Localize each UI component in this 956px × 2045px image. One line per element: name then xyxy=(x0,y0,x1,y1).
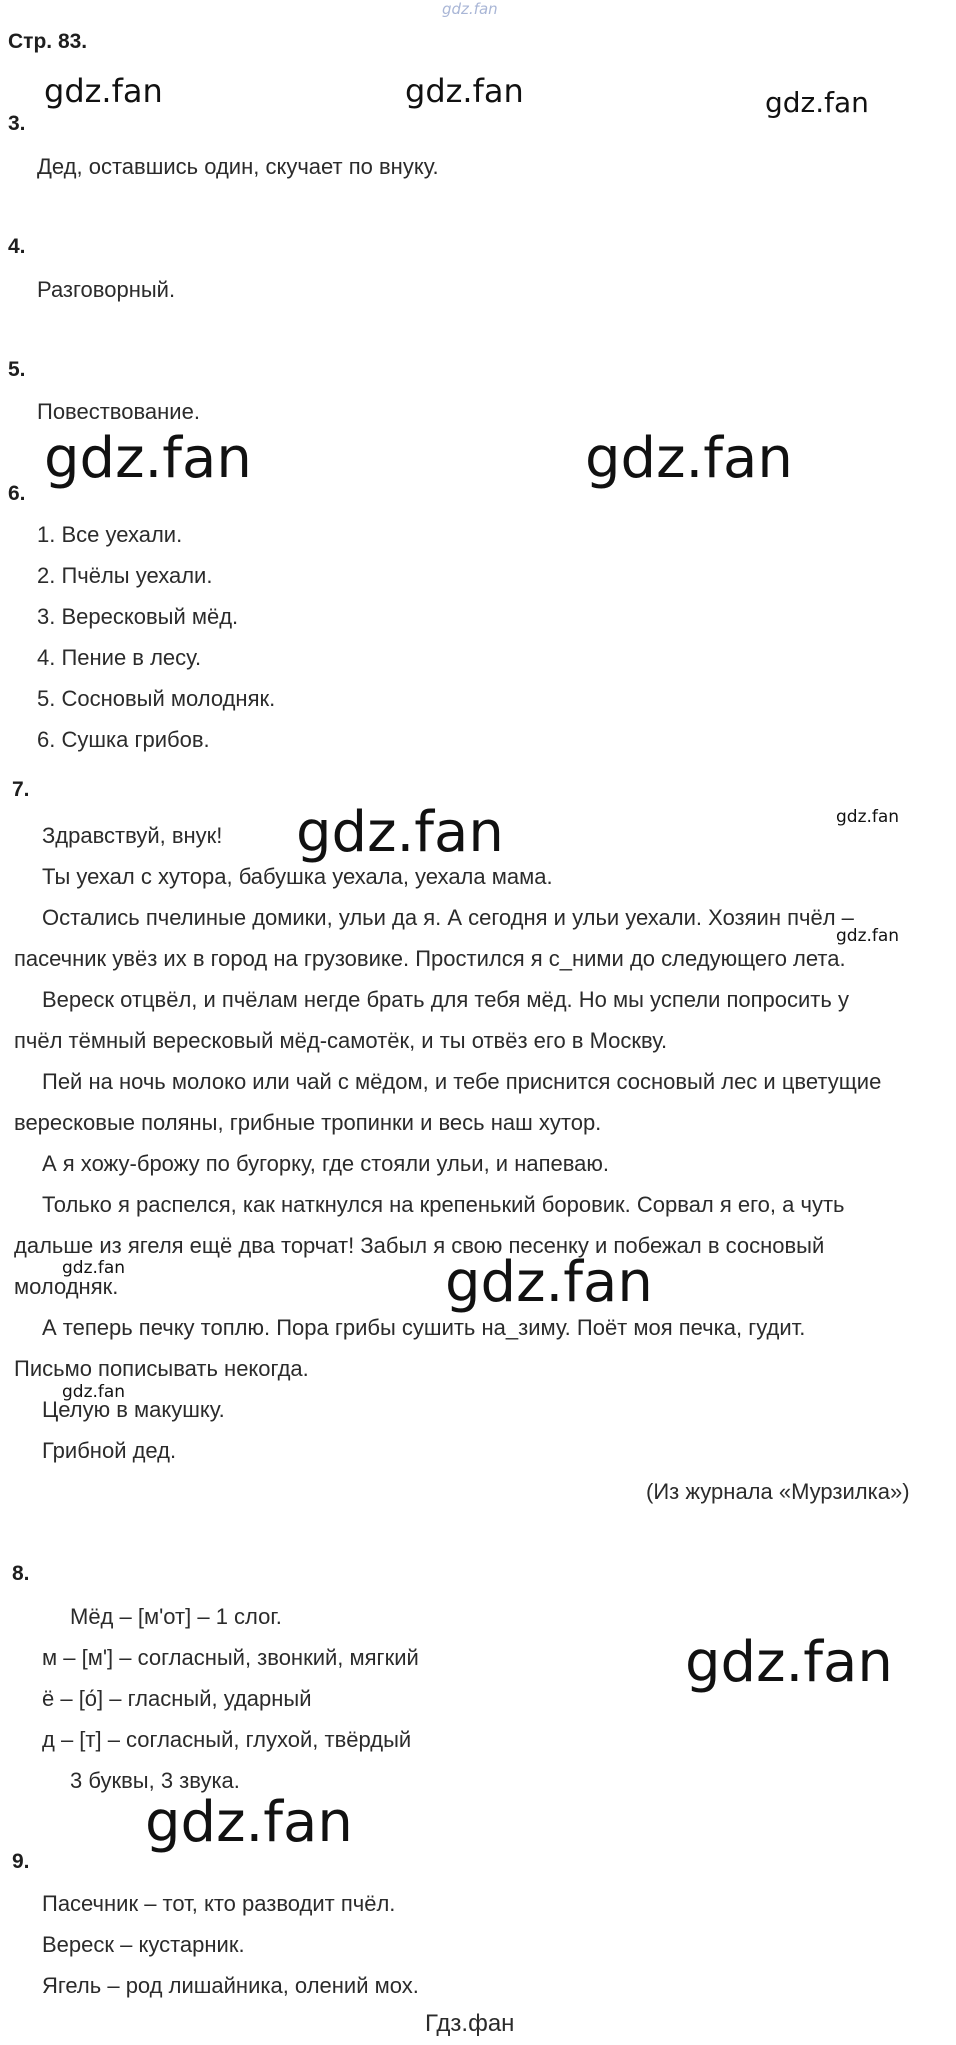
task8-number: 8. xyxy=(12,1562,30,1585)
letter-line: А я хожу-брожу по бугорку, где стояли ульи, и напеваю. xyxy=(42,1151,610,1176)
watermark: gdz.fan xyxy=(585,426,793,491)
phonetic-line: Мёд – [м'от] – 1 слог. xyxy=(70,1604,282,1629)
letter-line: Ты уехал с хутора, бабушка уехала, уехала мама. xyxy=(42,864,553,889)
letter-line: А теперь печку топлю. Пора грибы сушить на_зиму. Поёт моя печка, гудит. xyxy=(42,1315,806,1340)
watermark: gdz.fan xyxy=(62,1382,126,1402)
watermark: gdz.fan xyxy=(62,1258,126,1278)
page-footer: Гдз.фан xyxy=(425,2010,515,2037)
watermark: gdz.fan xyxy=(145,1790,353,1855)
phonetic-line: д – [т] – согласный, глухой, твёрдый xyxy=(42,1727,412,1752)
definition-line: Ягель – род лишайника, олений мох. xyxy=(42,1973,419,1998)
letter-line: Вереск отцвёл, и пчёлам негде брать для тебя мёд. Но мы успели попросить у xyxy=(42,987,849,1012)
letter-line: пчёл тёмный вересковый мёд-самотёк, и ты отвёз его в Москву. xyxy=(14,1028,668,1053)
list-item: 2. Пчёлы уехали. xyxy=(37,563,213,588)
list-item: 6. Сушка грибов. xyxy=(37,727,210,752)
letter-line: Пей на ночь молоко или чай с мёдом, и тебе приснится сосновый лес и цветущие xyxy=(42,1069,882,1094)
letter-line: Письмо пописывать некогда. xyxy=(14,1356,309,1381)
letter-line: дальше из ягеля ещё два торчат! Забыл я свою песенку и побежал в сосновый xyxy=(14,1233,825,1258)
task3-text: Дед, оставшись один, скучает по внуку. xyxy=(37,154,439,179)
page-header: Стр. 83. xyxy=(8,30,88,53)
watermark: gdz.fan xyxy=(765,86,869,119)
letter-greeting: Здравствуй, внук! xyxy=(42,823,223,848)
definition-line: Пасечник – тот, кто разводит пчёл. xyxy=(42,1891,396,1916)
watermark: gdz.fan xyxy=(44,72,163,110)
phonetic-line: 3 буквы, 3 звука. xyxy=(70,1768,240,1793)
letter-line: Грибной дед. xyxy=(42,1438,177,1463)
letter-source: (Из журнала «Мурзилка») xyxy=(646,1479,910,1504)
task4-number: 4. xyxy=(8,235,26,258)
phonetic-line: м – [м'] – согласный, звонкий, мягкий xyxy=(42,1645,419,1670)
task3-number: 3. xyxy=(8,112,26,135)
definition-line: Вереск – кустарник. xyxy=(42,1932,245,1957)
watermark: gdz.fan xyxy=(445,1250,653,1315)
watermark: gdz.fan xyxy=(44,426,252,491)
letter-line: Остались пчелиные домики, ульи да я. А сегодня и ульи уехали. Хозяин пчёл – xyxy=(42,905,854,930)
phonetic-line: ё – [о́] – гласный, ударный xyxy=(42,1686,312,1711)
list-item: 4. Пение в лесу. xyxy=(37,645,202,670)
watermark: gdz.fan xyxy=(296,800,504,865)
list-item: 3. Вересковый мёд. xyxy=(37,604,239,629)
watermark: gdz.fan xyxy=(836,807,900,827)
task6-number: 6. xyxy=(8,482,26,505)
task7-number: 7. xyxy=(12,778,30,801)
letter-line: Только я распелся, как наткнулся на крепенький боровик. Сорвал я его, а чуть xyxy=(42,1192,845,1217)
letter-line: молодняк. xyxy=(14,1274,119,1299)
letter-line: пасечник увёз их в город на грузовике. Простился я с_ними до следующего лета. xyxy=(14,946,846,971)
watermark: gdz.fan xyxy=(405,72,524,110)
task4-text: Разговорный. xyxy=(37,277,176,302)
task5-number: 5. xyxy=(8,358,26,381)
task9-number: 9. xyxy=(12,1850,30,1873)
letter-line: вересковые поляны, грибные тропинки и весь наш хутор. xyxy=(14,1110,602,1135)
watermark-top: gdz.fan xyxy=(442,0,498,18)
task5-text: Повествование. xyxy=(37,399,200,424)
watermark: gdz.fan xyxy=(685,1630,893,1695)
list-item: 1. Все уехали. xyxy=(37,522,183,547)
list-item: 5. Сосновый молодняк. xyxy=(37,686,276,711)
letter-line: Целую в макушку. xyxy=(42,1397,225,1422)
watermark: gdz.fan xyxy=(836,926,900,946)
